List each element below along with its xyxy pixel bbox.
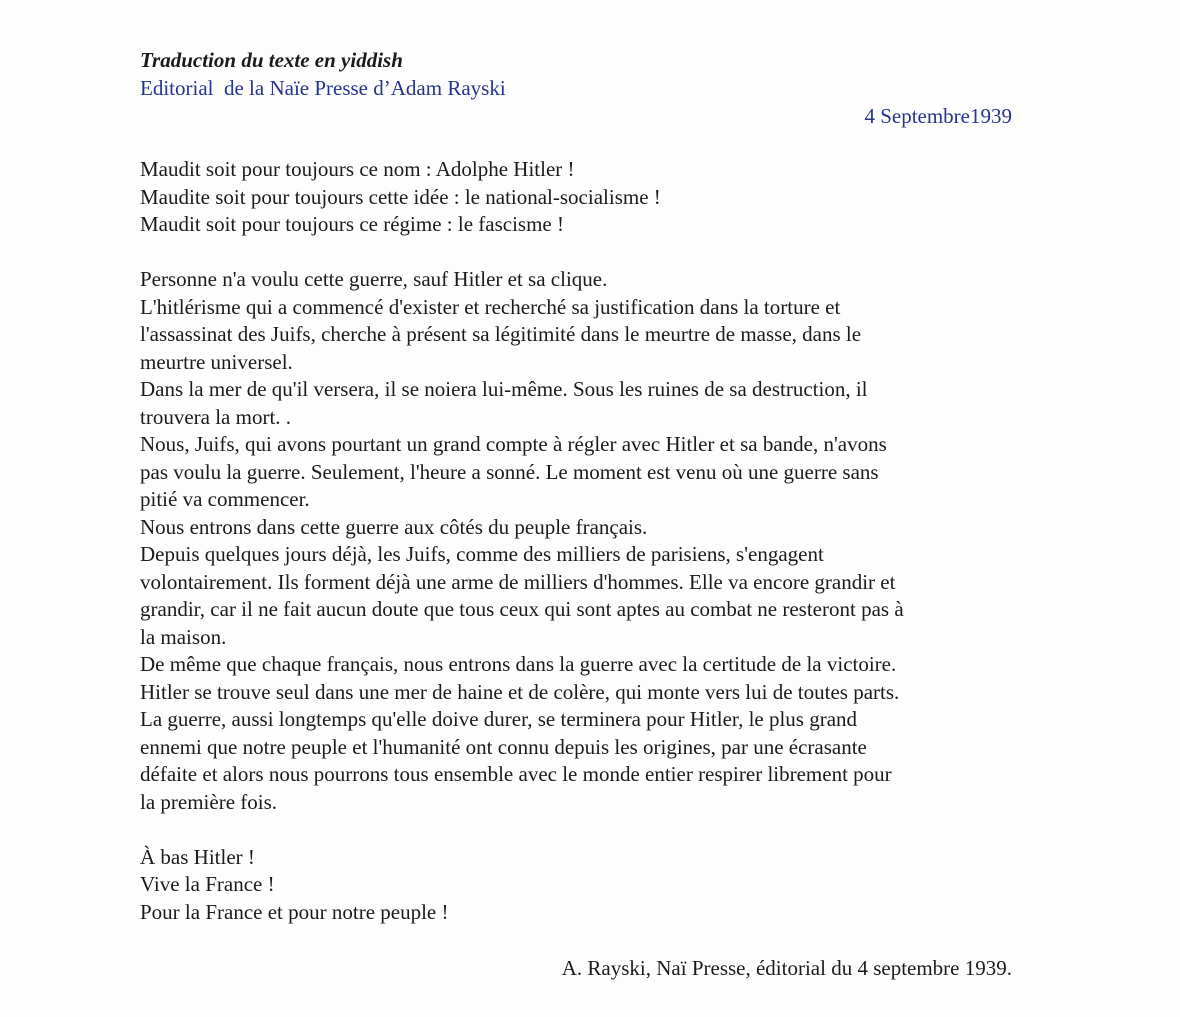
text-line: Maudit soit pour toujours ce régime : le fascisme ! bbox=[140, 212, 564, 236]
text-line: Maudit soit pour toujours ce nom : Adolphe Hitler ! bbox=[140, 157, 575, 181]
text-line: Hitler se trouve seul dans une mer de haine et de colère, qui monte vers lui de toutes parts. bbox=[140, 679, 900, 704]
text-line: Dans la mer de qu'il versera, il se noiera lui-même. Sous les ruines de sa destruction, il bbox=[140, 377, 868, 401]
text-line: Depuis quelques jours déjà, les Juifs, comme des milliers de parisiens, s'engagent bbox=[140, 542, 824, 566]
text-line: Nous, Juifs, qui avons pourtant un grand compte à régler avec Hitler et sa bande, n'avons bbox=[140, 432, 887, 456]
text-line: pas voulu la guerre. Seulement, l'heure a sonné. Le moment est venu où une guerre sans bbox=[140, 459, 879, 484]
text-line: L'hitlérisme qui a commencé d'exister et recherché sa justification dans la torture et bbox=[140, 294, 841, 319]
text-line: La guerre, aussi longtemps qu'elle doive durer, se terminera pour Hitler, le plus grand bbox=[140, 707, 858, 731]
text-line: la maison. bbox=[140, 624, 227, 649]
text-line: meurtre universel. bbox=[140, 349, 293, 374]
text-line: Pour la France et pour notre peuple ! bbox=[140, 899, 449, 924]
text-line: la première fois. bbox=[140, 789, 278, 814]
text-line: défaite et alors nous pourrons tous ensemble avec le monde entier respirer librement pour bbox=[140, 762, 892, 786]
text-line: Maudite soit pour toujours cette idée : le national-socialisme ! bbox=[140, 184, 661, 209]
document-subtitle: Editorial de la Naïe Presse d’Adam Rayski bbox=[140, 76, 506, 100]
document-body bbox=[140, 156, 1012, 926]
text-line: pitié va commencer. bbox=[140, 487, 310, 511]
document-header bbox=[140, 46, 1012, 130]
document-date: 4 Septembre1939 bbox=[864, 104, 1012, 128]
text-line: volontairement. Ils forment déjà une arme de milliers d'hommes. Elle va encore grandir et bbox=[140, 569, 896, 594]
text-line: Vive la France ! bbox=[140, 872, 275, 896]
text-line: De même que chaque français, nous entrons dans la guerre avec la certitude de la victoire. bbox=[140, 652, 897, 676]
text-line: Personne n'a voulu cette guerre, sauf Hitler et sa clique. bbox=[140, 267, 608, 291]
signature-line: A. Rayski, Naï Presse, éditorial du 4 septembre 1939. bbox=[561, 956, 1012, 980]
text-line: Nous entrons dans cette guerre aux côtés du peuple français. bbox=[140, 514, 648, 539]
text-line: À bas Hitler ! bbox=[140, 844, 255, 869]
document-title: Traduction du texte en yiddish bbox=[140, 48, 403, 72]
text-line: l'assassinat des Juifs, cherche à présent sa légitimité dans le meurtre de masse, dans le bbox=[140, 322, 862, 346]
text-line bbox=[140, 239, 1012, 267]
text-line: trouvera la mort. . bbox=[140, 404, 292, 429]
text-line: ennemi que notre peuple et l'humanité ont connu depuis les origines, par une écrasante bbox=[140, 734, 867, 759]
text-line bbox=[140, 816, 1012, 844]
text-line: grandir, car il ne fait aucun doute que tous ceux qui sont aptes au combat ne resteront pas à bbox=[140, 597, 904, 621]
